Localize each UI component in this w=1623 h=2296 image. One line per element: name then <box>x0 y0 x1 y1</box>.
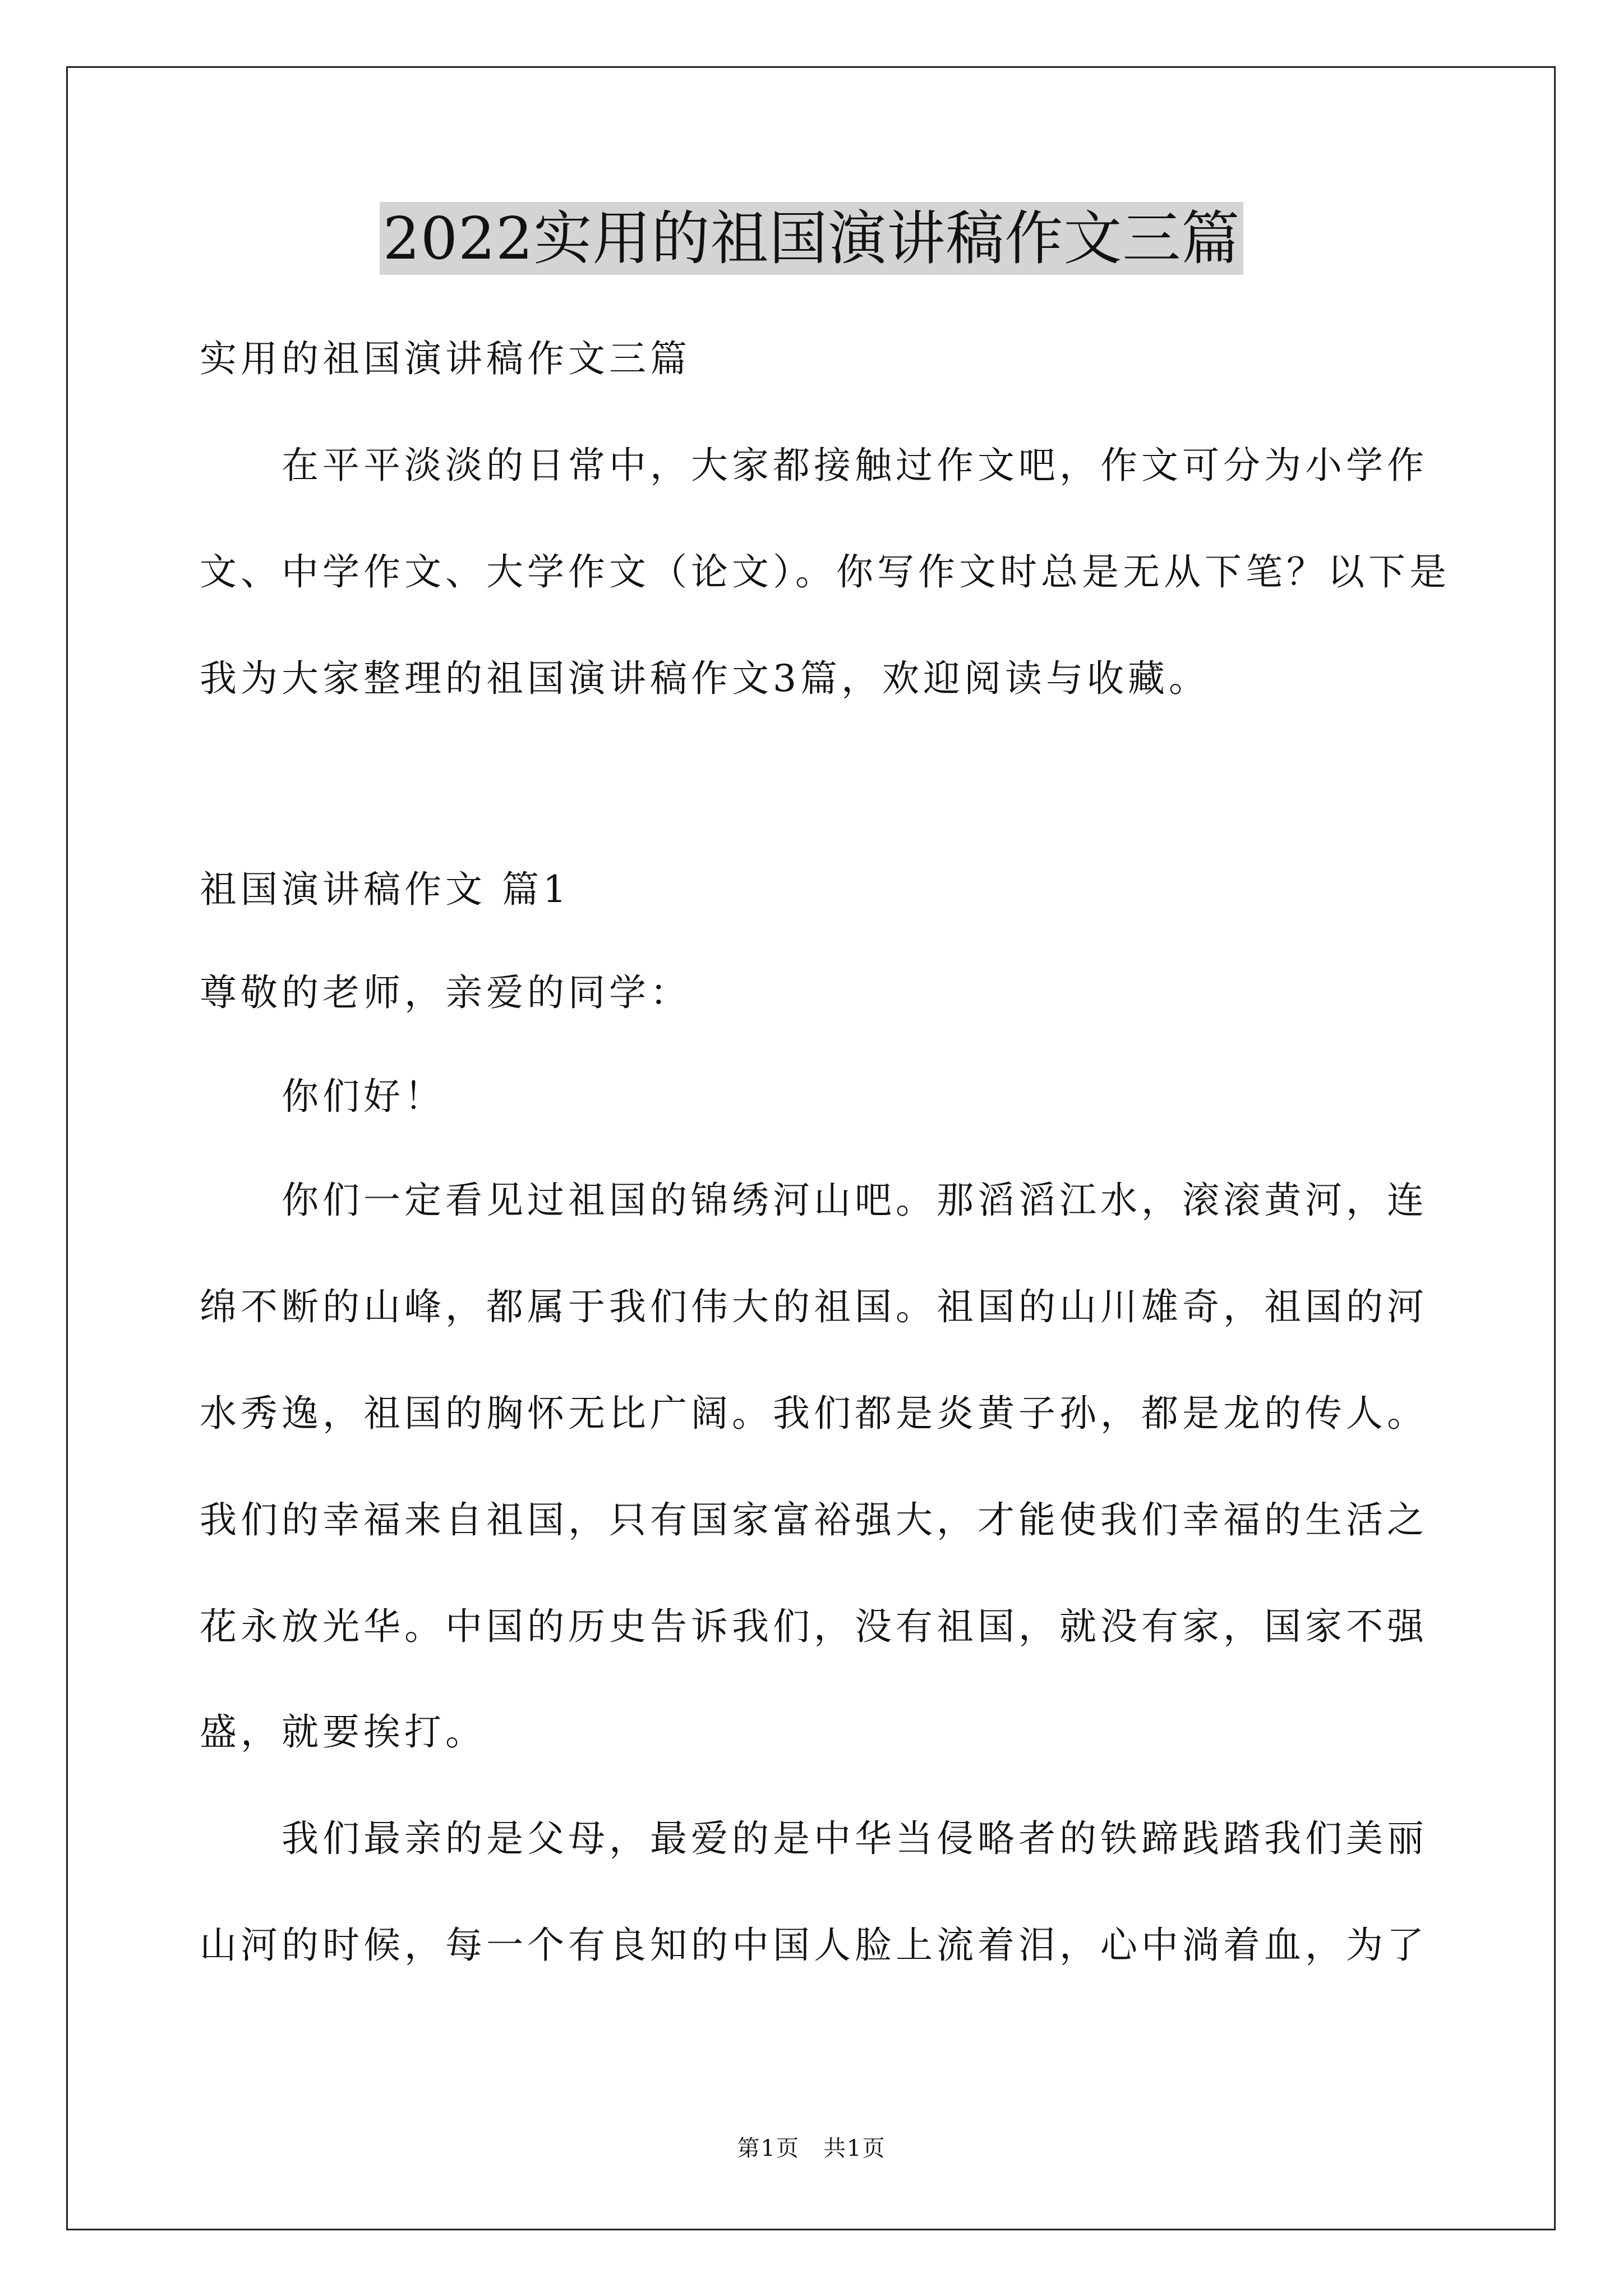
paragraph-line: 你们一定看见过祖国的锦绣河山吧。那滔滔江水，滚滚黄河，连 <box>200 1179 1428 1222</box>
section-heading: 祖国演讲稿作文 篇1 <box>200 868 570 911</box>
paragraph-line: 花永放光华。中国的历史告诉我们，没有祖国，就没有家，国家不强 <box>200 1605 1428 1648</box>
paragraph-line: 文、中学作文、大学作文（论文）。你写作文时总是无从下笔？以下是 <box>200 550 1450 593</box>
title-container <box>0 202 1623 275</box>
paragraph-line: 水秀逸，祖国的胸怀无比广阔。我们都是炎黄子孙，都是龙的传人。 <box>200 1392 1428 1435</box>
paragraph-line: 我们的幸福来自祖国，只有国家富裕强大，才能使我们幸福的生活之 <box>200 1498 1428 1542</box>
paragraph-line: 我们最亲的是父母，最爱的是中华当侵略者的铁蹄践踏我们美丽 <box>200 1817 1428 1860</box>
paragraph-line: 绵不断的山峰，都属于我们伟大的祖国。祖国的山川雄奇，祖国的河 <box>200 1285 1428 1328</box>
page-footer: 第1页 共1页 <box>737 2136 886 2161</box>
paragraph-line: 盛，就要挨打。 <box>200 1710 486 1754</box>
paragraph-line: 我为大家整理的祖国演讲稿作文3篇，欢迎阅读与收藏。 <box>200 657 1210 700</box>
salutation-line: 尊敬的老师，亲爱的同学： <box>200 971 691 1014</box>
document-title: 2022实用的祖国演讲稿作文三篇 <box>380 202 1244 275</box>
subtitle-line: 实用的祖国演讲稿作文三篇 <box>200 337 691 380</box>
page-frame <box>66 66 1556 2230</box>
paragraph-line: 山河的时候，每一个有良知的中国人脸上流着泪，心中淌着血，为了 <box>200 1924 1428 1967</box>
greeting-line: 你们好！ <box>200 1075 445 1118</box>
paragraph-line: 在平平淡淡的日常中，大家都接触过作文吧，作文可分为小学作 <box>200 444 1428 487</box>
